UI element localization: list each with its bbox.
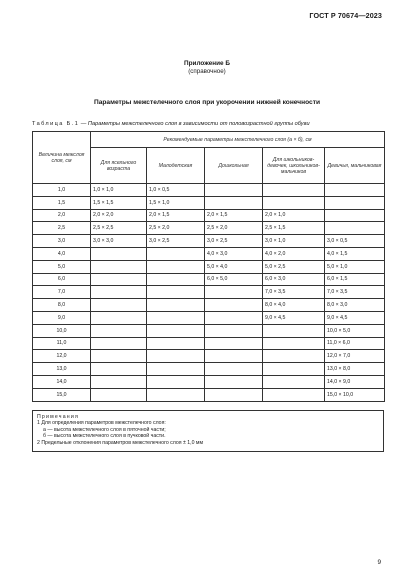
layer-value-cell: 14,0: [33, 375, 91, 388]
parameter-cell: [205, 375, 263, 388]
parameter-cell: [325, 196, 385, 209]
layer-value-cell: 8,0: [33, 299, 91, 312]
parameter-cell: 2,5 × 1,5: [263, 222, 325, 235]
parameter-cell: [263, 375, 325, 388]
table-row: [33, 388, 385, 401]
parameter-cell: [325, 184, 385, 197]
parameter-cell: [205, 350, 263, 363]
parameter-cell: [263, 324, 325, 337]
parameter-cell: [91, 260, 147, 273]
annex-title: Приложение Б: [184, 60, 230, 67]
parameter-cell: 1,5 × 1,0: [147, 196, 205, 209]
parameter-cell: [91, 299, 147, 312]
column-header: Для школьников-девочек, школьников-мальчиков: [263, 148, 325, 184]
parameter-cell: [147, 388, 205, 401]
parameter-cell: [205, 337, 263, 350]
parameter-cell: [147, 337, 205, 350]
parameter-cell: [263, 184, 325, 197]
parameter-cell: 4,0 × 1,5: [325, 247, 385, 260]
table-row: [33, 222, 385, 235]
layer-value-cell: 6,0: [33, 273, 91, 286]
parameter-cell: [91, 311, 147, 324]
parameter-cell: [91, 247, 147, 260]
parameter-cell: 2,5 × 2,0: [147, 222, 205, 235]
parameter-cell: [147, 350, 205, 363]
parameter-cell: [263, 196, 325, 209]
parameters-table: [32, 131, 385, 402]
table-row: [33, 196, 385, 209]
parameter-cell: 6,0 × 3,0: [263, 273, 325, 286]
parameter-cell: [205, 311, 263, 324]
table-row: [33, 184, 385, 197]
parameter-cell: [205, 184, 263, 197]
parameter-cell: 6,0 × 1,5: [325, 273, 385, 286]
layer-value-cell: 12,0: [33, 350, 91, 363]
layer-value-cell: 7,0: [33, 286, 91, 299]
column-header: Малодетская: [147, 148, 205, 184]
notes-box: [32, 410, 384, 452]
layer-value-cell: 2,5: [33, 222, 91, 235]
note-line: 2 Предельные отклонения параметров межстелечного слоя ± 1,0 мм: [37, 439, 204, 446]
parameter-cell: [325, 222, 385, 235]
parameter-cell: [325, 209, 385, 222]
parameter-cell: 10,0 × 5,0: [325, 324, 385, 337]
parameter-cell: 8,0 × 3,0: [325, 299, 385, 312]
parameter-cell: [147, 286, 205, 299]
annex-subtitle: (справочное): [188, 68, 226, 75]
table-row: [33, 337, 385, 350]
parameter-cell: 7,0 × 3,5: [263, 286, 325, 299]
parameter-cell: [147, 299, 205, 312]
parameter-cell: [91, 324, 147, 337]
parameter-cell: 7,0 × 3,5: [325, 286, 385, 299]
note-line: 1 Для определения параметров межстелечного слоя:: [37, 420, 166, 427]
column-header: Дошкольная: [205, 148, 263, 184]
parameter-cell: 2,0 × 1,5: [147, 209, 205, 222]
table-row: [33, 324, 385, 337]
parameter-cell: 6,0 × 5,0: [205, 273, 263, 286]
parameter-cell: 2,5 × 2,5: [91, 222, 147, 235]
parameter-cell: 5,0 × 1,0: [325, 260, 385, 273]
parameter-cell: [205, 363, 263, 376]
parameter-cell: [205, 196, 263, 209]
layer-value-cell: 9,0: [33, 311, 91, 324]
parameter-cell: 3,0 × 3,0: [91, 235, 147, 248]
group-column-header: Рекомендуемые параметры межстелечного слоя (а × б), см: [91, 132, 385, 148]
layer-value-cell: 11,0: [33, 337, 91, 350]
table-caption-label: Таблица Б.1: [32, 121, 80, 127]
parameter-cell: [91, 375, 147, 388]
table-caption: [32, 121, 310, 127]
parameter-cell: 3,0 × 0,5: [325, 235, 385, 248]
parameter-cell: [205, 286, 263, 299]
parameter-cell: 2,0 × 1,0: [263, 209, 325, 222]
parameter-cell: 2,0 × 1,5: [205, 209, 263, 222]
table-row: [33, 299, 385, 312]
parameter-cell: 14,0 × 9,0: [325, 375, 385, 388]
parameter-cell: [205, 388, 263, 401]
parameter-cell: [147, 260, 205, 273]
table-row: [33, 247, 385, 260]
table-caption-text: — Параметры межстелечного слоя в зависимости от половозрастной группы обуви: [79, 121, 310, 127]
parameter-cell: [263, 337, 325, 350]
parameter-cell: [205, 299, 263, 312]
parameter-cell: 13,0 × 8,0: [325, 363, 385, 376]
parameter-cell: [91, 273, 147, 286]
section-title: Параметры межстелечного слоя при укорочении нижней конечности: [93, 99, 321, 106]
parameter-cell: 3,0 × 2,5: [205, 235, 263, 248]
layer-column-header: Величина межслоя слоя, см: [33, 132, 91, 184]
table-row: [33, 209, 385, 222]
parameter-cell: [91, 337, 147, 350]
layer-value-cell: 1,0: [33, 184, 91, 197]
parameter-cell: 5,0 × 4,0: [205, 260, 263, 273]
notes-heading: Примечания: [37, 414, 79, 420]
layer-value-cell: 13,0: [33, 363, 91, 376]
parameter-cell: [147, 363, 205, 376]
layer-value-cell: 4,0: [33, 247, 91, 260]
parameter-cell: [147, 311, 205, 324]
parameter-cell: 8,0 × 4,0: [263, 299, 325, 312]
parameter-cell: [147, 273, 205, 286]
parameter-cell: 4,0 × 3,0: [205, 247, 263, 260]
parameter-cell: 2,0 × 2,0: [91, 209, 147, 222]
parameter-cell: [147, 375, 205, 388]
parameter-cell: 12,0 × 7,0: [325, 350, 385, 363]
parameter-cell: 4,0 × 2,0: [263, 247, 325, 260]
note-line: б — высота межстелечного слоя в пучковой части.: [43, 433, 166, 440]
document-header: ГОСТ Р 70674—2023: [309, 11, 382, 20]
table-row: [33, 375, 385, 388]
parameter-cell: 9,0 × 4,5: [325, 311, 385, 324]
parameter-cell: [91, 286, 147, 299]
parameter-cell: 15,0 × 10,0: [325, 388, 385, 401]
parameter-cell: 3,0 × 2,5: [147, 235, 205, 248]
parameter-cell: 5,0 × 2,5: [263, 260, 325, 273]
layer-value-cell: 5,0: [33, 260, 91, 273]
table-row: [33, 286, 385, 299]
column-header: Девичья, мальчиковая: [325, 148, 385, 184]
table-row: [33, 363, 385, 376]
parameter-cell: [147, 247, 205, 260]
parameter-cell: 1,0 × 1,0: [91, 184, 147, 197]
parameter-cell: [91, 350, 147, 363]
parameter-cell: 9,0 × 4,5: [263, 311, 325, 324]
parameter-cell: [263, 388, 325, 401]
parameter-cell: [205, 324, 263, 337]
parameter-cell: [263, 363, 325, 376]
parameter-cell: 3,0 × 1,0: [263, 235, 325, 248]
layer-value-cell: 10,0: [33, 324, 91, 337]
column-header: Для ясельного возраста: [91, 148, 147, 184]
table-body: [33, 184, 385, 402]
layer-value-cell: 2,0: [33, 209, 91, 222]
table-row: [33, 350, 385, 363]
table-row: [33, 311, 385, 324]
table-row: [33, 235, 385, 248]
layer-value-cell: 15,0: [33, 388, 91, 401]
page-number: 9: [377, 559, 381, 566]
note-line: а — высота межстелечного слоя в пяточной части;: [43, 426, 166, 433]
parameter-cell: 1,0 × 0,5: [147, 184, 205, 197]
layer-value-cell: 1,5: [33, 196, 91, 209]
parameter-cell: 1,5 × 1,5: [91, 196, 147, 209]
parameter-cell: [91, 363, 147, 376]
parameter-cell: 2,5 × 2,0: [205, 222, 263, 235]
parameter-cell: [91, 388, 147, 401]
table-row: [33, 273, 385, 286]
parameter-cell: [147, 324, 205, 337]
parameter-cell: [263, 350, 325, 363]
table-row: [33, 260, 385, 273]
parameter-cell: 11,0 × 6,0: [325, 337, 385, 350]
layer-value-cell: 3,0: [33, 235, 91, 248]
